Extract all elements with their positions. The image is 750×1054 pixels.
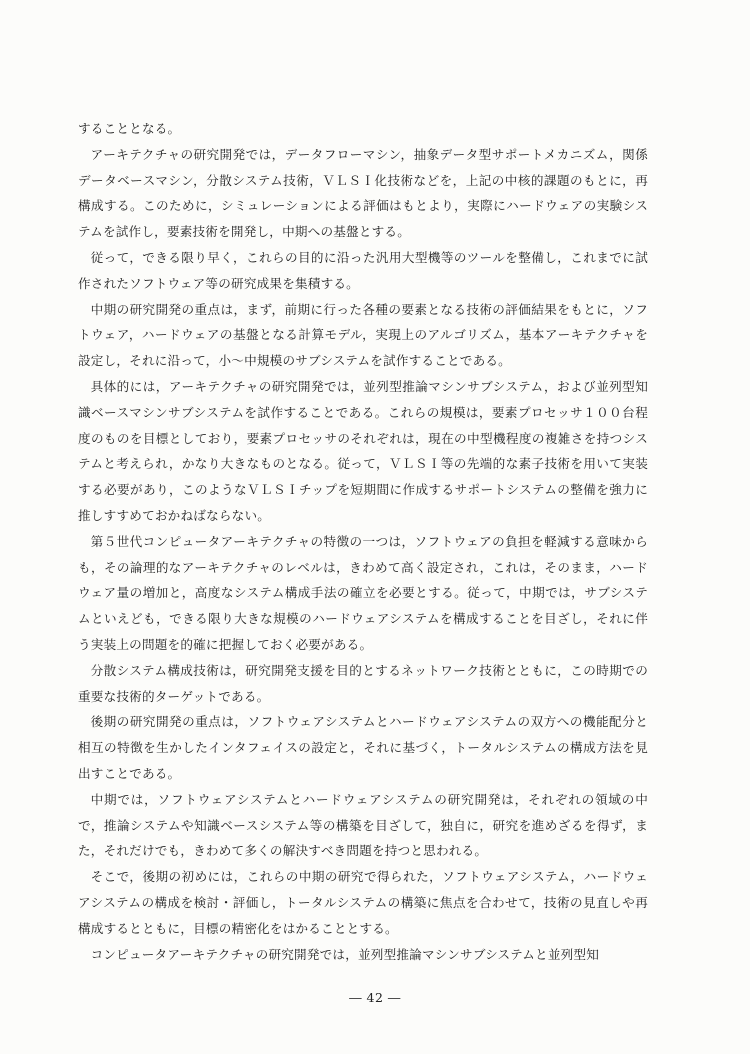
paragraph-8: 後期の研究開発の重点は，ソフトウェアシステムとハードウェアシステムの双方への機能配分と相互の特徴を生かしたインタフェイスの設定と，それに基づく，トータルシステムの構成方法を見出すことである。 (78, 714, 648, 781)
page-number: ― 42 ― (349, 990, 401, 1005)
paragraph-11: コンピュータアーキテクチャの研究開発では，並列型推論マシンサブシステムと並列型知 (90, 946, 600, 962)
paragraph-4: 中期の研究開発の重点は，まず，前期に行った各種の要素となる技術の評価結果をもとに，ソフトウェア，ハードウェアの基盤となる計算モデル，実現上のアルゴリズム，基本アーキテクチャを設定し，それに沿って，小～中規模のサブシステムを試作することである。 (78, 301, 648, 369)
paragraph-10: そこで，後期の初めには，これらの中期の研究で得られた，ソフトウェアシステム，ハードウェアシステムの構成を検討・評価し，トータルシステムの構築に焦点を合わせて，技術の見直しや再構成するとともに，目標の精密化をはかることとする。 (78, 869, 648, 936)
paragraph-3: 従って，できる限り早く，これらの目的に沿った汎用大型機等のツールを整備し，これまでに試作されたソフトウェア等の研究成果を集積する。 (78, 249, 648, 291)
paragraph-2: アーキテクチャの研究開発では，データフローマシン，抽象データ型サポートメカニズム，関係データベースマシン，分散システム技術，ＶＬＳＩ化技術などを，上記の中核的課題のもとに，再構成する。このために，シミュレーションによる評価はもとより，実際にハードウェアの実験システムを試作し，要素技術を開発し，中期への基盤とする。 (78, 146, 648, 240)
body-text (78, 116, 648, 967)
paragraph-9: 中期では，ソフトウェアシステムとハードウェアシステムの研究開発は，それぞれの領域の中で，推論システムや知識ベースシステム等の構築を目ざして，独自に，研究を進めざるを得ず，また，それだけでも，きわめて多くの解決すべき問題を持つと思われる。 (78, 791, 648, 859)
paragraph-7: 分散システム構成技術は，研究開発支援を目的とするネットワーク技術とともに，この時期での重要な技術的ターゲットである。 (78, 662, 648, 704)
paragraph-6: 第５世代コンピュータアーキテクチャの特徴の一つは，ソフトウェアの負担を軽減する意味からも，その論理的なアーキテクチャのレベルは，きわめて高く設定され，これは，そのまま，ハードウェア量の増加と，高度なシステム構成手法の確立を必要とする。従って，中期では，サブシステムといえども，できる限り大きな規模のハードウェアシステムを構成することを目ざし，それに伴う実装上の問題を的確に把握しておく必要がある。 (78, 533, 648, 652)
paragraph-1: することとなる。 (78, 121, 181, 136)
paragraph-5: 具体的には，アーキテクチャの研究開発では，並列型推論マシンサブシステム，および並列型知識ベースマシンサブシステムを試作することである。これらの規模は，要素プロセッサ１００台程度のものを目標としており，要素プロセッサのそれぞれは，現在の中型機程度の複雑さを持つシステムと考えられ，かなり大きなものとなる。従って，ＶＬＳＩ等の先端的な素子技術を用いて実装する必要があり，このようなＶＬＳＩチップを短期間に作成するサポートシステムの整備を強力に推しすすめておかねばならない。 (78, 378, 648, 523)
